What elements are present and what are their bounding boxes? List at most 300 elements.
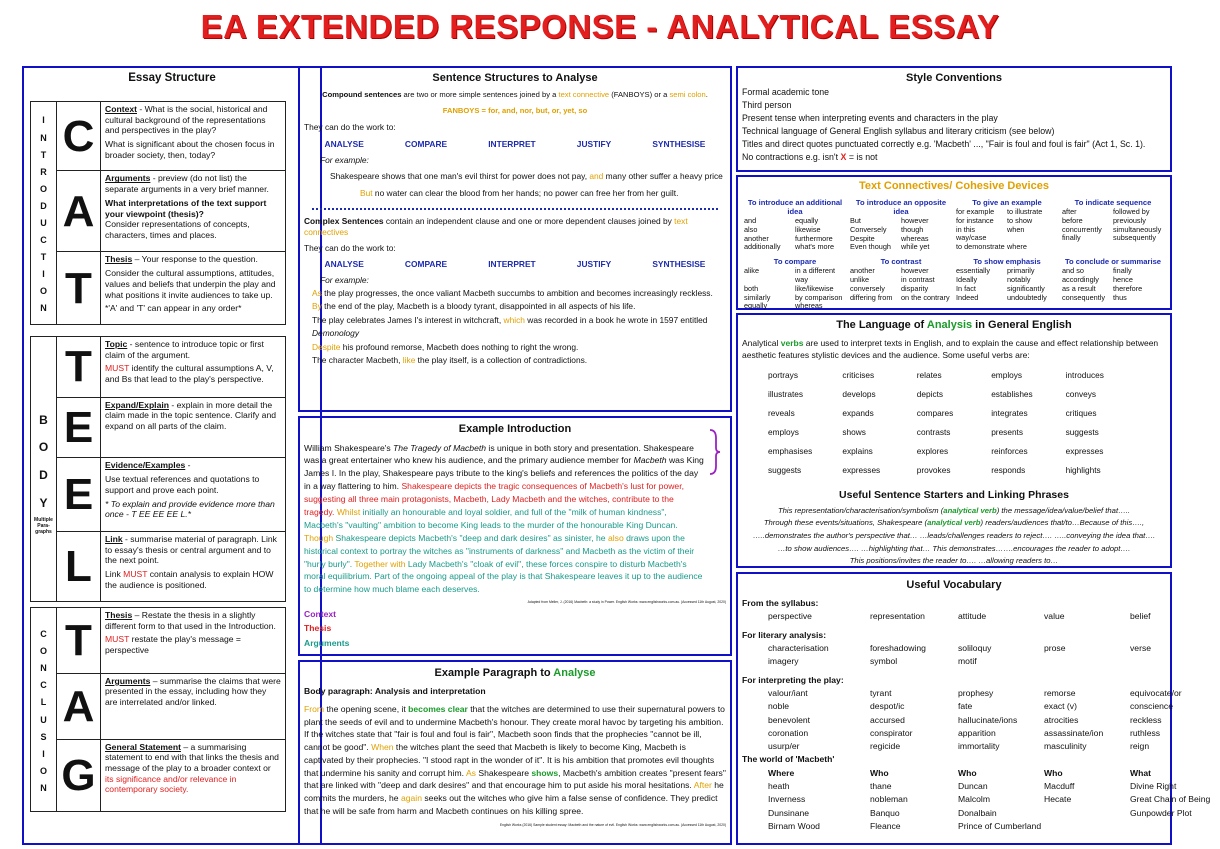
paragraph-citation: English Works (2016) Sample student essay: Macbeth and the nature of evil. English Works: www.englishworks.com.au. (Accessed 11th August, 2020) <box>499 823 726 828</box>
compound-head: Compound sentences <box>322 89 402 99</box>
t1: initially an honourable and loyal soldier, and full of the "milk of human kindness", Macbeth's "vaulting" ambition to become King leads to the murder of the honourable King Duncan. <box>304 506 678 530</box>
compound-example-1 <box>330 171 726 182</box>
link-text: - summarise material of paragraph. Link to essay's thesis or central argument and to the next point. <box>105 533 277 566</box>
vocab-word: attitude <box>958 611 987 622</box>
conclusion-label-letters <box>31 626 56 797</box>
connective-words <box>956 267 1058 302</box>
starters-text <box>738 505 1170 569</box>
connective-word: to illustrate <box>1007 207 1043 217</box>
general-statement-head: General Statement <box>105 741 181 752</box>
r1: Shakespeare depicts the tragic consequences of Macbeth's lust for power, suggesting all three main protagonists, Macbeth, Lady Macbeth and the witches, contribute to the tragedy. <box>304 481 684 517</box>
connective-word: to show <box>1007 215 1033 225</box>
evidence-head: Evidence/Examples <box>105 460 186 471</box>
intro-label-char: D <box>40 200 47 211</box>
style-item: Technical language of General English syllabus and literary criticism (see below) <box>742 126 1055 137</box>
t3: draws upon the historical context to portray the witches as "instruments of darkness" and Macbeth as the victim of their "hurly burly". <box>304 532 695 569</box>
summarise-arguments-text: – summarise the claims that were presented in the essay, including how they are interrelated and/or linked. <box>105 675 281 708</box>
vocab-word: Gunpowder Plot <box>1130 807 1192 818</box>
connective-group <box>956 198 1058 252</box>
verb-word: expresses <box>842 464 881 475</box>
letter-t3: T <box>57 608 101 674</box>
arguments-text-2: Consider representations of concepts, characters, times and places. <box>105 219 250 241</box>
s13: again <box>400 793 422 804</box>
introduction-label <box>31 102 57 325</box>
conclusion-label-char: N <box>40 663 47 674</box>
verb-word: presents <box>991 426 1024 437</box>
connective-word: another <box>744 233 769 243</box>
compound-connective: text connective <box>558 89 610 99</box>
connective-word: essentially <box>956 266 991 276</box>
g3: also <box>607 532 624 543</box>
vocab-word: thane <box>870 781 892 792</box>
restate-thesis-description <box>101 608 286 674</box>
vocab-word: tyrant <box>870 687 892 698</box>
connective-word: previously <box>1113 215 1146 225</box>
verb-word: highlights <box>1065 464 1101 475</box>
connective-group <box>956 257 1058 311</box>
connective-word: equally <box>795 216 819 226</box>
link-must: MUST <box>123 569 148 580</box>
ex2b: no water can clear the blood from her hands; no power can free her from her guilt. <box>372 187 679 198</box>
connective-word: however <box>901 266 929 276</box>
sentence-structures-panel <box>298 66 732 412</box>
paragraph-title-a: Example Paragraph to <box>434 667 554 679</box>
arguments-head: Arguments <box>105 173 151 184</box>
connective-word: Conversely <box>850 224 887 234</box>
introduction-citation: Adapted from Meller, J. (2016) Macbeth: a study in Power. English Works: www.englishworks.com.au. (Accessed 11th August, 2020) <box>527 600 726 605</box>
style-items <box>742 86 1166 151</box>
vocab-column-heading: Where <box>768 767 795 778</box>
intro-label-char: T <box>40 252 47 263</box>
s8: Shakespeare <box>475 767 532 778</box>
fanboys-line: FANBOYS = for, and, nor, but, or, yet, so <box>442 106 588 116</box>
st2b: analytical verb <box>927 518 981 528</box>
intro-label-char: I <box>42 269 45 280</box>
connective-group-heading: To compare <box>773 257 817 267</box>
connectives-row-1 <box>738 198 1170 252</box>
connective-word: on the contrary <box>901 292 950 302</box>
play-words <box>742 687 1182 754</box>
vocab-word <box>1130 820 1220 833</box>
connective-word: Ideally <box>956 275 978 285</box>
vocab-word: ruthless <box>1130 727 1161 738</box>
vocab-word: value <box>1044 611 1065 622</box>
legend-arguments: Arguments <box>304 637 350 648</box>
connective-word: and <box>744 216 757 226</box>
introduction-text <box>304 442 726 597</box>
restate-thesis-text-2: restate the play's message = perspective <box>105 634 241 656</box>
vocab-title: Useful Vocabulary <box>906 579 1002 591</box>
c3c: was recorded in a book he wrote in 1597 entitled <box>524 314 708 325</box>
c3a: The play celebrates James I's interest in witchcraft, <box>312 314 504 325</box>
thesis-description <box>101 252 286 325</box>
expand-description <box>101 397 286 458</box>
s14: seeks out the witches who give him a false sense of confidence. They predict that he will be safe from harm and Macbeth continues on his killing spree. <box>304 793 718 816</box>
connective-word: additionally <box>744 242 781 252</box>
conclusion-table <box>30 607 286 812</box>
ex2a: But <box>360 187 373 198</box>
topic-text: - sentence to introduce topic or first claim of the argument. <box>105 339 264 360</box>
vocab-word: Divine Right <box>1130 781 1177 792</box>
ex1b: and <box>589 171 604 182</box>
thesis-text: – Your response to the question. <box>132 254 258 265</box>
vocab-word: Prince of Cumberland <box>958 821 1042 832</box>
lang-intro-b: verbs <box>780 338 804 348</box>
s2: the opening scene, it <box>324 703 409 714</box>
starter-4: …to show audiences…. …highlighting that… This demonstrates…….encourages the reader to adopt…. <box>777 543 1131 553</box>
language-intro <box>738 337 1170 362</box>
starter-2 <box>738 517 1170 530</box>
page-title: EA EXTENDED RESPONSE - ANALYTICAL ESSAY <box>200 8 1000 45</box>
conclusion-label-char: N <box>40 782 47 793</box>
example-label-2: For example: <box>320 275 369 286</box>
verb-word: portrays <box>768 369 798 380</box>
verb-word: compares <box>916 407 954 418</box>
connective-group-heading: To introduce an opposite idea <box>855 198 947 217</box>
legend-thesis: Thesis <box>304 623 332 634</box>
vocab-word: noble <box>768 701 790 712</box>
vocab-word: despot/ic <box>870 701 905 712</box>
c5b: like <box>402 354 416 365</box>
vocab-word: remorse <box>1044 687 1076 698</box>
verb-word: expands <box>842 407 874 418</box>
connective-word: while yet <box>901 242 930 252</box>
letter-l: L <box>57 531 101 601</box>
p5: was King James I. In the play, Shakespeare pays tribute to the king's beliefs and references the politics of the day in a way flattering to him. <box>304 455 704 492</box>
connective-group-heading: To indicate sequence <box>1074 198 1152 207</box>
vocab-word: hallucinate/ions <box>958 714 1018 725</box>
c4a: Despite <box>312 341 341 352</box>
st1b: analytical verb <box>943 505 997 515</box>
conclusion-label-char: O <box>39 646 47 657</box>
verb-word: contrasts <box>916 426 951 437</box>
complex-connective: text connectives <box>304 216 688 238</box>
vocab-word: coronation <box>768 727 809 738</box>
verb-word: provokes <box>916 464 951 475</box>
letter-g: G <box>57 739 101 812</box>
general-statement-description <box>101 739 286 812</box>
context-head: Context <box>105 104 137 114</box>
connective-word: accordingly <box>1062 275 1099 285</box>
vocab-word: foreshadowing <box>870 642 926 653</box>
arguments-text: - preview (do not list) the separate arguments in a very brief manner. <box>105 173 269 195</box>
connective-word: another <box>850 266 875 276</box>
connective-word: primarily <box>1007 266 1035 276</box>
body-label-char: O <box>38 440 49 455</box>
intro-label-char: N <box>40 132 47 143</box>
context-text-2: What is significant about the chosen focus in broader society, then, today? <box>105 139 275 160</box>
language-title-c: in General English <box>972 319 1072 331</box>
connective-word: when <box>1007 224 1025 234</box>
p3: is unique in both story and presentation. Shakespeare was a great entertainer who knew his audience, and the primary audience member for <box>304 442 694 466</box>
paragraph-subtitle: Body paragraph: Analysis and interpretation <box>304 686 486 697</box>
evidence-description <box>101 458 286 531</box>
vocab-word: reign <box>1130 741 1150 752</box>
t2: Shakespeare depicts Macbeth's "deep and dark desires" as sinister, he <box>333 532 608 543</box>
connectives-row-2 <box>738 257 1170 311</box>
vocab-word: belief <box>1130 611 1151 622</box>
connective-word: likewise <box>795 224 821 234</box>
verb-word: relates <box>916 369 942 380</box>
c1a: As <box>312 287 322 298</box>
useful-vocabulary-panel <box>736 572 1211 845</box>
s11: After <box>693 780 712 791</box>
compound-example-2 <box>360 188 726 199</box>
letter-e2: E <box>57 458 101 531</box>
thesis-text-2: Consider the cultural assumptions, attitudes, values and beliefs that underpin the play and what positions it invite audiences to take up. <box>105 268 276 300</box>
c3d: Demonology <box>312 328 360 339</box>
connective-word: like/likewise <box>795 283 834 293</box>
evidence-text: - <box>185 460 191 471</box>
verb-word: conveys <box>1065 388 1097 399</box>
vocab-word: Hecate <box>1044 794 1072 805</box>
connective-group <box>850 198 952 252</box>
conclusion-label-char: U <box>40 714 47 725</box>
vocab-word: valour/iant <box>768 687 808 698</box>
c5a: The character Macbeth, <box>312 354 403 365</box>
verb-word: explains <box>842 445 873 456</box>
context-description <box>101 102 286 171</box>
connective-word: and so <box>1062 266 1084 276</box>
language-title <box>738 319 1170 331</box>
connective-word: for instance <box>956 215 994 225</box>
complex-example-1 <box>312 287 726 300</box>
style-item: Formal academic tone <box>742 87 830 98</box>
verb-word: employs <box>991 369 1023 380</box>
connective-words <box>850 267 952 302</box>
letter-a: A <box>57 171 101 252</box>
intro-label-letters <box>31 112 56 317</box>
connective-word: finally <box>1113 266 1132 276</box>
s9: shows <box>531 767 559 778</box>
play-heading: For interpreting the play: <box>742 674 844 685</box>
connectors-row-1 <box>304 139 726 150</box>
topic-must: MUST <box>105 363 130 374</box>
connective-word: after <box>1062 207 1077 217</box>
restate-thesis-head: Thesis <box>105 610 133 620</box>
verb-word: criticises <box>842 369 875 380</box>
letter-e1: E <box>57 397 101 458</box>
context-text: - What is the social, historical and cultural background of the representations and perspectives in the play? <box>105 104 268 136</box>
connective-word: in contrast <box>901 275 935 285</box>
letter-c: C <box>57 102 101 171</box>
conclusion-label <box>31 608 57 812</box>
sentence-structures-title: Sentence Structures to Analyse <box>432 72 598 84</box>
lang-intro-a: Analytical <box>742 338 781 348</box>
complex-definition <box>304 216 726 239</box>
example-label: For example: <box>320 155 369 166</box>
example-paragraph-title <box>304 665 726 681</box>
connective-word: for example <box>956 207 995 217</box>
letter-t: T <box>57 252 101 325</box>
connective-word: consequently <box>1062 292 1106 302</box>
connective-words <box>956 208 1058 252</box>
ex1c: many other suffer a heavy price <box>603 171 723 182</box>
connective-word: furthermore <box>795 233 833 243</box>
world-heading: The world of 'Macbeth' <box>742 754 835 765</box>
conclusion-label-char: C <box>40 680 47 691</box>
verbs-grid <box>738 370 1170 475</box>
connective-word: thus <box>1113 292 1127 302</box>
vocab-word: Macduff <box>1044 781 1075 792</box>
connective-word: Indeed <box>956 292 979 302</box>
vocab-column-heading: Who <box>958 767 977 778</box>
connective-word: disparity <box>901 283 929 293</box>
vocab-word: reckless <box>1130 714 1162 725</box>
connective-words <box>744 217 846 252</box>
style-conventions-title: Style Conventions <box>906 72 1002 84</box>
connective-word: therefore <box>1113 283 1143 293</box>
vocab-word: immortality <box>958 741 1000 752</box>
c1b: the play progresses, the once valiant Macbeth succumbs to ambition and becomes increasingly reckless. <box>321 287 713 298</box>
st1c: ) the message/idea/value/belief that….. <box>996 505 1131 515</box>
connective-word: conversely <box>850 283 885 293</box>
connective-words <box>1062 208 1164 243</box>
connective-word: however <box>901 216 929 226</box>
body-label-char: B <box>39 412 48 427</box>
style-last-a: No contractions e.g. isn't <box>742 152 841 163</box>
c3b: which <box>503 314 525 325</box>
body-label-letters <box>31 407 56 517</box>
connective-group <box>1062 257 1164 311</box>
text-connectives-panel <box>736 175 1172 310</box>
verb-word: responds <box>991 464 1026 475</box>
vocab-word: assassinate/ion <box>1044 727 1104 738</box>
c2a: By <box>312 301 322 312</box>
compound-end: . <box>705 89 708 99</box>
vocab-word: exact (v) <box>1044 701 1077 712</box>
connective-word: hence <box>1113 275 1133 285</box>
vocab-column-heading: What <box>1130 767 1152 778</box>
verb-word: integrates <box>991 407 1028 418</box>
summarise-arguments-head: Arguments <box>105 675 151 686</box>
work-line: They can do the work to: <box>304 122 396 133</box>
topic-head: Topic <box>105 339 128 349</box>
s10: , Macbeth's ambition creates "present fears" that are linked with "deep and dark desires" and that encourage him to put aside his moral hesitations. <box>304 767 726 791</box>
example-introduction-panel <box>298 416 732 656</box>
link-description <box>101 531 286 601</box>
p2: The Tragedy of Macbeth <box>393 442 487 453</box>
c5c: the play itself, is a collection of contradictions. <box>415 354 588 365</box>
verb-word: reveals <box>768 407 795 418</box>
connective-word: equally <box>744 301 768 311</box>
thesis-head: Thesis <box>105 254 133 265</box>
verb-word: illustrates <box>768 388 804 399</box>
vocab-word: conspirator <box>870 727 913 738</box>
verb-word: introduces <box>1065 369 1104 380</box>
connector-label: INTERPRET <box>488 138 536 149</box>
work-line-2: They can do the work to: <box>304 242 396 253</box>
p4: Macbeth <box>633 455 667 466</box>
summarise-arguments-description <box>101 673 286 739</box>
connective-word: notably <box>1007 275 1031 285</box>
connective-group <box>1062 198 1164 252</box>
vocab-word: motif <box>958 656 977 667</box>
style-item: Third person <box>742 100 792 111</box>
verb-word: establishes <box>991 388 1033 399</box>
lang-intro-c: are used to interpret texts in English, and to explain the cause and effect relationship between aesthetic features stylistic devices and the audience. Some useful verbs are: <box>742 338 1159 361</box>
vocab-word: Duncan <box>958 781 988 792</box>
topic-text-2: identify the cultural assumptions A, V, and Bs that lead to the play's perspective. <box>105 363 274 385</box>
compound-text-2: (FANBOYS) or a <box>609 89 670 99</box>
literary-words <box>742 642 1166 669</box>
verb-word: explores <box>916 445 949 456</box>
conclusion-label-char: I <box>42 748 45 759</box>
style-conventions-panel <box>736 66 1172 172</box>
cross-mark: X <box>840 152 847 163</box>
complex-text: contain an independent clause and one or more dependent clauses joined by <box>383 216 675 227</box>
legend-context: Context <box>304 609 336 620</box>
connective-word: Even though <box>850 242 891 252</box>
complex-example-4 <box>312 341 726 354</box>
connective-word: before <box>1062 215 1083 225</box>
connective-group-heading: To conclude or summarise <box>1064 257 1162 267</box>
vocab-word: verse <box>1130 642 1152 653</box>
topic-description <box>101 337 286 398</box>
verb-word: critiques <box>1065 407 1097 418</box>
example-paragraph-panel <box>298 660 732 845</box>
vocab-word: fate <box>958 701 973 712</box>
connective-word: what's more <box>795 242 835 252</box>
vocab-word <box>1044 655 1130 668</box>
connective-group <box>850 257 952 311</box>
vocab-word: symbol <box>870 656 898 667</box>
expand-text: - explain in more detail the claim made in the topic sentence. Clarify and expand on all parts of the claim. <box>105 399 277 432</box>
connective-word: by comparison <box>795 292 843 302</box>
intro-table <box>30 101 286 325</box>
syllabus-words <box>742 610 1166 623</box>
language-of-analysis-panel <box>736 313 1172 568</box>
complex-example-3 <box>312 314 726 341</box>
colour-legend <box>304 607 726 650</box>
c4b: his profound remorse, Macbeth does nothing to right the wrong. <box>340 341 579 352</box>
g2: Though <box>304 532 334 543</box>
style-item: Titles and direct quotes punctuated correctly e.g. 'Macbeth' ..., "Fair is foul and foul is fair" (Act 1, Sc. 1). <box>742 139 1146 150</box>
connective-group <box>744 257 846 311</box>
vocab-word: characterisation <box>768 642 829 653</box>
verb-word: suggests <box>768 464 802 475</box>
connective-word: But <box>850 216 861 226</box>
body-label-char: D <box>39 468 48 482</box>
connector-label: ANALYSE <box>324 138 364 149</box>
body-label-char: Y <box>39 495 48 510</box>
general-statement-red: its significance and/or relevance in contemporary society. <box>105 773 237 795</box>
expand-head: Expand/Explain <box>105 399 169 410</box>
style-last-c: = is not <box>846 152 878 163</box>
connectors-row-2 <box>304 259 726 270</box>
connective-word: subsequently <box>1113 233 1157 243</box>
ex1a: Shakespeare shows that one man's evil thirst for power does not pay, <box>330 171 590 182</box>
s4: that the witches are determined to use their supernatural powers to plant the seeds of evil and to undermine Macbeth's honour. They create moral havoc by targeting his ambition. If the witches state that "fair is foul and foul is fair", Macbeth soon finds that the prophecies "cannot be ill, cannot be good". <box>304 703 725 753</box>
verb-word: expresses <box>1065 445 1104 456</box>
st2c: ) readers/audiences that/to…Because of this…., <box>980 518 1145 528</box>
vocab-word: perspective <box>768 611 812 622</box>
complex-head: Complex Sentences <box>304 216 384 227</box>
st2a: Through these events/situations, Shakespeare ( <box>763 518 928 528</box>
connector-label: ANALYSE <box>324 259 364 270</box>
vocab-word: regicide <box>870 741 901 752</box>
letter-a2: A <box>57 673 101 739</box>
verb-word: employs <box>768 426 799 437</box>
vocab-word: usurp/er <box>768 741 800 752</box>
g1: Whilst <box>336 506 361 517</box>
connective-word: alike <box>744 266 760 276</box>
t4: Lady Macbeth's "cloak of evil", these forces conspire to disturb Macbeth's moral equilibrium. Part of the ongoing appeal of the play is that Shakespeare leaves it up to the audience to determine how much blame each deserves. <box>304 558 703 595</box>
restate-must: MUST <box>105 634 130 645</box>
vocab-word: apparition <box>958 727 996 738</box>
vocab-word: equivocate/or <box>1130 687 1182 698</box>
connective-words <box>744 267 846 311</box>
